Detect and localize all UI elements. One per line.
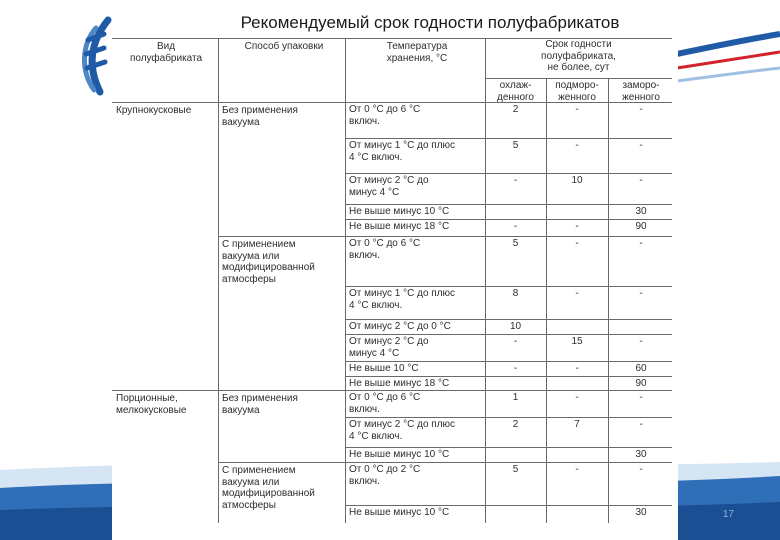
packaging-label: Без применения вакуума bbox=[222, 393, 298, 416]
packaging-label: Без применения вакуума bbox=[222, 105, 298, 128]
chilled-days-cell: 10 bbox=[509, 321, 522, 332]
packaging-separator bbox=[218, 236, 345, 237]
column-divider bbox=[608, 78, 609, 523]
row-separator bbox=[345, 376, 672, 377]
chilled-days-cell: - bbox=[513, 363, 518, 374]
temperature-cell: Не выше минус 18 °С bbox=[349, 378, 450, 389]
row-separator bbox=[345, 361, 672, 362]
frozen-days-cell: - bbox=[639, 140, 643, 151]
header-subdivider bbox=[485, 78, 672, 79]
row-separator bbox=[345, 236, 672, 237]
row-separator bbox=[345, 286, 672, 287]
chilled-days-cell: 2 bbox=[512, 104, 519, 115]
temperature-cell: От 0 °С до 6 °С включ. bbox=[349, 392, 421, 415]
subfrozen-days-cell: 10 bbox=[571, 175, 583, 186]
row-separator bbox=[345, 138, 672, 139]
table-grid bbox=[112, 36, 678, 540]
frozen-days-cell: - bbox=[639, 336, 643, 347]
column-divider bbox=[485, 38, 486, 523]
frozen-days-cell: 30 bbox=[635, 507, 647, 518]
row-separator bbox=[345, 390, 672, 391]
temperature-cell: От минус 1 °С до плюс 4 °С включ. bbox=[349, 288, 456, 311]
frozen-days-cell: 90 bbox=[635, 221, 647, 232]
subfrozen-days-cell: - bbox=[575, 238, 579, 249]
row-separator bbox=[345, 417, 672, 418]
packaging-separator bbox=[218, 462, 345, 463]
frozen-days-cell: 30 bbox=[635, 206, 647, 217]
subfrozen-days-cell: - bbox=[575, 288, 579, 299]
temperature-cell: От 0 °С до 6 °С включ. bbox=[349, 104, 421, 127]
header-temperature: Температура хранения, °С bbox=[386, 41, 448, 64]
row-separator bbox=[345, 505, 672, 506]
subfrozen-days-cell: - bbox=[575, 363, 579, 374]
frozen-days-cell: - bbox=[639, 175, 643, 186]
product-group-label: Крупнокусковые bbox=[116, 105, 192, 116]
temperature-cell: От минус 1 °С до плюс 4 °С включ. bbox=[349, 140, 456, 163]
header-frozen: заморо- женного bbox=[622, 80, 660, 103]
shelf-life-table bbox=[112, 36, 678, 540]
temperature-cell: От минус 2 °С до минус 4 °С bbox=[349, 175, 429, 198]
frozen-days-cell: - bbox=[639, 288, 643, 299]
chilled-days-cell: 5 bbox=[512, 140, 519, 151]
frozen-days-cell: - bbox=[639, 392, 643, 403]
column-divider bbox=[345, 38, 346, 523]
subfrozen-days-cell: - bbox=[575, 464, 579, 475]
subfrozen-days-cell: - bbox=[575, 104, 579, 115]
packaging-label: С применением вакуума или модифицированной атмосферы bbox=[222, 465, 315, 511]
product-group-label: Порционные, мелкокусковые bbox=[116, 393, 187, 416]
subfrozen-days-cell: 7 bbox=[574, 419, 580, 430]
subfrozen-days-cell: - bbox=[575, 140, 579, 151]
chilled-days-cell: - bbox=[513, 175, 518, 186]
temperature-cell: Не выше минус 18 °С bbox=[349, 221, 450, 232]
chilled-days-cell: 2 bbox=[512, 419, 519, 430]
row-separator bbox=[345, 462, 672, 463]
row-separator bbox=[345, 319, 672, 320]
header-shelf-life: Срок годности полуфабриката, не более, сут bbox=[541, 39, 616, 73]
packaging-separator bbox=[218, 390, 345, 391]
temperature-cell: От минус 2 °С до минус 4 °С bbox=[349, 336, 429, 359]
frozen-days-cell: - bbox=[639, 464, 643, 475]
header-subfrozen: подморо- женного bbox=[555, 80, 599, 103]
frozen-days-cell: 60 bbox=[635, 363, 647, 374]
frozen-days-cell: 90 bbox=[635, 378, 647, 389]
frozen-days-cell: - bbox=[639, 104, 643, 115]
slide-title: Рекомендуемый срок годности полуфабрикатов bbox=[240, 13, 620, 32]
subfrozen-days-cell: 15 bbox=[571, 336, 583, 347]
page-number: 17 bbox=[722, 509, 734, 520]
row-separator bbox=[345, 173, 672, 174]
chilled-days-cell: 1 bbox=[512, 392, 519, 403]
packaging-label: С применением вакуума или модифицированной атмосферы bbox=[222, 239, 315, 285]
row-separator bbox=[345, 204, 672, 205]
frozen-days-cell: - bbox=[639, 419, 643, 430]
header-product-type: Вид полуфабриката bbox=[129, 41, 203, 64]
temperature-cell: Не выше минус 10 °С bbox=[349, 206, 450, 217]
temperature-cell: Не выше минус 10 °С bbox=[349, 449, 450, 460]
chilled-days-cell: - bbox=[513, 336, 518, 347]
temperature-cell: От минус 2 °С до плюс 4 °С включ. bbox=[349, 419, 456, 442]
chilled-days-cell: 5 bbox=[512, 464, 519, 475]
column-divider bbox=[546, 78, 547, 523]
row-separator bbox=[345, 447, 672, 448]
chilled-days-cell: 8 bbox=[512, 288, 519, 299]
subfrozen-days-cell: - bbox=[575, 392, 579, 403]
header-packaging: Способ упаковки bbox=[244, 41, 324, 52]
temperature-cell: Не выше 10 °С bbox=[349, 363, 419, 374]
header-chilled: охлаж- денного bbox=[497, 80, 534, 103]
frozen-days-cell: 30 bbox=[635, 449, 647, 460]
chilled-days-cell: - bbox=[513, 221, 518, 232]
row-separator bbox=[345, 219, 672, 220]
temperature-cell: От 0 °С до 6 °С включ. bbox=[349, 238, 421, 261]
chilled-days-cell: 5 bbox=[512, 238, 519, 249]
column-divider bbox=[218, 38, 219, 523]
temperature-cell: От минус 2 °С до 0 °С bbox=[349, 321, 451, 332]
row-separator bbox=[345, 334, 672, 335]
subfrozen-days-cell: - bbox=[575, 221, 579, 232]
frozen-days-cell: - bbox=[639, 238, 643, 249]
group-separator bbox=[112, 390, 218, 391]
temperature-cell: Не выше минус 10 °С bbox=[349, 507, 450, 518]
temperature-cell: От 0 °С до 2 °С включ. bbox=[349, 464, 421, 487]
